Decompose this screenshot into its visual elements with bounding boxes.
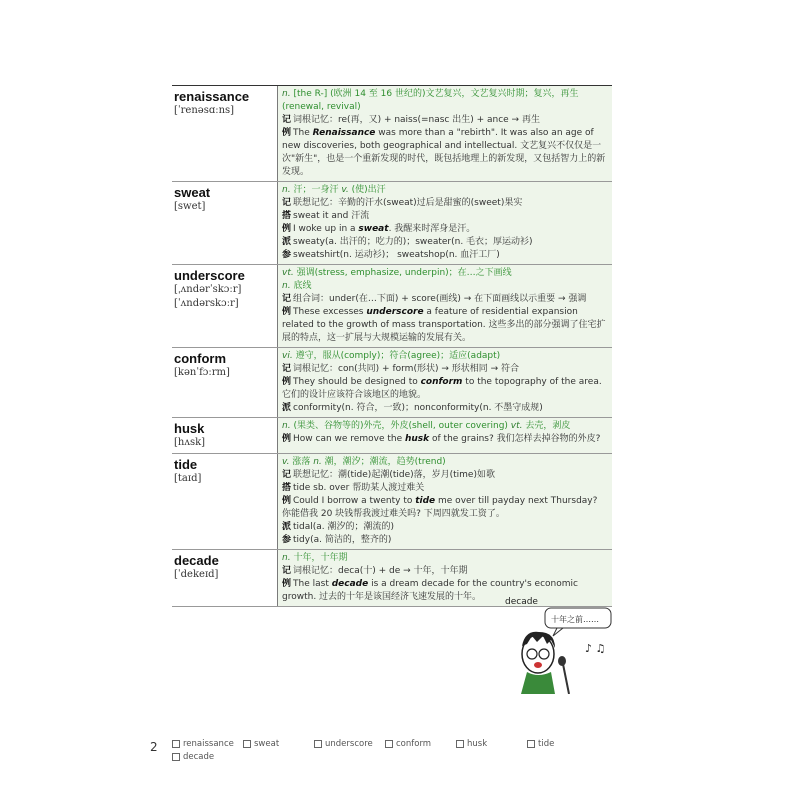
entry-conform [172,348,612,418]
meaning: 汗；一身汗 [293,185,342,195]
line-text: tidy(a. 简洁的，整齐的) [293,535,392,545]
checkbox-icon[interactable] [172,740,180,748]
example-text: of the grains? 我们怎样去掉谷物的外皮? [429,434,601,444]
definition-line [282,552,608,565]
definition-line [282,197,608,210]
entry-sweat [172,182,612,265]
line-tag: 搭 [282,211,292,221]
definition-line [282,402,608,415]
example-text: The last [293,579,332,589]
part-of-speech: v. [282,457,290,467]
checklist-item[interactable] [172,738,243,751]
line-tag: 例 [282,579,292,589]
line-tag: 派 [282,237,292,247]
line-text: sweat it and 汗流 [293,211,370,221]
checklist-label: conform [396,739,432,749]
checklist-item[interactable] [385,738,456,751]
definition-cell [277,418,612,453]
line-tag: 记 [282,470,292,480]
meaning: 十年，十年期 [293,553,348,563]
headword: underscore [174,268,245,283]
speech-bubble-tail [553,628,563,636]
line-tag: 例 [282,434,292,444]
headword: tide [174,457,198,472]
part-of-speech: vt. [510,421,523,431]
checklist-label: underscore [325,739,373,749]
checklist-item[interactable] [314,738,385,751]
line-text: tidal(a. 潮汐的；潮流的) [293,522,395,532]
meaning: 去壳，剥皮 [525,421,571,431]
microphone-stand [563,664,569,694]
meaning: [the R-] (欧洲 14 至 16 世纪的)文艺复兴，文艺复兴时期；复兴，再生 (renewal, revival) [282,89,579,112]
line-tag: 记 [282,566,292,576]
example-keyword: tide [415,496,436,506]
definition-line [282,88,608,114]
definition-line [282,210,608,223]
headword-cell [172,454,277,549]
checkbox-icon[interactable] [385,740,393,748]
definition-cell [277,348,612,417]
definition-cell [277,454,612,549]
page-number: 2 [150,740,158,754]
checklist-label: decade [183,752,215,762]
line-text: sweaty(a. 出汗的；吃力的)；sweater(n. 毛衣；厚运动衫) [293,237,533,247]
cartoon-illustration [505,594,615,694]
meaning: 遵守，服从(comply)；符合(agree)；适应(adapt) [295,351,501,361]
line-text: tide sb. over 帮助某人渡过难关 [293,483,425,493]
definition-cell [277,265,612,347]
line-text: 组合词：under(在…下面) + score(画线) → 在下面画线以示重要 → 强调 [293,294,587,304]
meaning: (果类、谷物等的)外壳，外皮(shell, outer covering) [293,421,511,431]
example-text: Could I borrow a twenty to [293,496,416,506]
line-text: 词根记忆：deca(十) + de → 十年，十年期 [293,566,468,576]
phonetic: [ˌʌndərˈskɔːr] [ˈʌndərskɔːr] [174,284,242,309]
definition-line [282,363,608,376]
line-tag: 参 [282,535,292,545]
headword: renaissance [174,89,250,104]
example-text: The [293,128,313,138]
definition-line [282,350,608,363]
microphone-icon [558,656,566,666]
part-of-speech: n. [282,421,291,431]
cartoon-figure [505,594,615,694]
example-text: is a dream decade for the country's economic growth. 过去的十年是该国经济飞速发展的十年。 [282,579,578,602]
entry-renaissance [172,86,612,182]
music-notes: ♪ ♫ [585,642,606,655]
example-keyword: husk [404,434,430,444]
part-of-speech: vi. [282,351,293,361]
checklist-item[interactable] [527,738,598,751]
definition-line [282,495,608,521]
definition-line [282,456,608,469]
headword-cell [172,348,277,417]
definition-cell [277,86,612,181]
review-checklist [172,738,632,764]
cartoon-word: decade [505,597,538,607]
checklist-label: husk [467,739,488,749]
checklist-item[interactable] [243,738,314,751]
example-text: a feature of residential expansion related to the growth of mass transportation. 这些多出的部分强调了住宅扩展的特点，这一扩展与大规模运输的发展有关。 [282,307,606,343]
part-of-speech: n. [282,281,291,291]
phonetic: [ˈdekeɪd] [174,569,219,580]
example-keyword: sweat [358,224,389,234]
example-text: They should be designed to [293,377,421,387]
line-tag: 派 [282,522,292,532]
definition-line [282,114,608,127]
example-text: These excesses [293,307,367,317]
part-of-speech: v. [341,185,349,195]
checklist-label: renaissance [183,739,234,749]
phonetic: [swet] [174,201,206,212]
phonetic: [ˈrenəsɑːns] [174,105,235,116]
line-tag: 例 [282,224,292,234]
headword-cell [172,182,277,264]
definition-line [282,223,608,236]
headword: decade [174,553,219,568]
headword-cell [172,550,277,606]
checklist-label: sweat [254,739,280,749]
phonetic: [hʌsk] [174,437,206,448]
definition-line [282,306,608,345]
headword-cell [172,265,277,347]
headword: sweat [174,185,211,200]
entry-underscore [172,265,612,348]
line-tag: 例 [282,128,292,138]
meaning: 底线 [293,281,312,291]
line-tag: 记 [282,115,292,125]
line-tag: 例 [282,377,292,387]
headword: conform [174,351,226,366]
entry-tide [172,454,612,550]
definition-line [282,482,608,495]
checkbox-icon[interactable] [456,740,464,748]
line-text: sweatshirt(n. 运动衫)； sweatshop(n. 血汗工厂) [293,250,500,260]
definition-line [282,236,608,249]
part-of-speech: n. [282,553,291,563]
checklist-label: tide [538,739,555,749]
checkbox-icon[interactable] [243,740,251,748]
headword-cell [172,418,277,453]
line-text: conformity(n. 符合，一致)；nonconformity(n. 不墨守成规) [293,403,543,413]
definition-line [282,521,608,534]
line-text: 联想记忆：辛勤的汗水(sweat)过后是甜蜜的(sweet)果实 [293,198,523,208]
headword: husk [174,421,205,436]
definition-line [282,184,608,197]
definition-line [282,267,608,280]
checkbox-icon[interactable] [314,740,322,748]
line-text: 词根记忆：re(再，又) + naiss(=nasc 出生) + ance → 再生 [293,115,540,125]
speech-bubble-text: 十年之前…… [551,615,599,624]
definition-line [282,534,608,547]
example-text: to the topography of the area. 它们的设计应该符合该地区的地貌。 [282,377,602,400]
example-text: I woke up in a [293,224,359,234]
line-text: 词根记忆：con(共同) + form(形状) → 形状相同 → 符合 [293,364,519,374]
entry-husk [172,418,612,454]
line-tag: 搭 [282,483,292,493]
definition-line [282,469,608,482]
example-text: me over till payday next Thursday? 你能借我 20 块钱帮我渡过难关吗? 下周四就发工资了。 [282,496,598,519]
part-of-speech: vt. [282,268,294,278]
meaning: 潮，潮汐；潮流，趋势(trend) [324,457,446,467]
line-tag: 记 [282,294,292,304]
example-keyword: decade [331,579,369,589]
example-keyword: Renaissance [312,128,376,138]
meaning: 涨落 [292,457,314,467]
definition-line [282,127,608,179]
cartoon-mouth [534,662,542,668]
definition-line [282,293,608,306]
definition-line [282,433,608,446]
line-tag: 派 [282,403,292,413]
definition-line [282,420,608,433]
line-tag: 记 [282,198,292,208]
part-of-speech: n. [313,457,322,467]
meaning: 强调(stress, emphasize, underpin)；在…之下画线 [296,268,512,278]
checkbox-icon[interactable] [527,740,535,748]
example-text: was more than a "rebirth". It was also an age of new discoveries, both geographical and intellectual. 文艺复兴不仅仅是一次"新生"，也是一个重新发现的时代，既包括地理上的新发现，又包括智力上的新发现。 [282,128,606,177]
part-of-speech: n. [282,185,291,195]
example-keyword: conform [420,377,463,387]
headword-cell [172,86,277,181]
definition-line [282,280,608,293]
line-tag: 记 [282,364,292,374]
example-text: . 我醒来时浑身是汗。 [388,224,476,234]
line-tag: 例 [282,496,292,506]
phonetic: [taɪd] [174,473,202,484]
checkbox-icon[interactable] [172,753,180,761]
meaning: (使)出汗 [351,185,386,195]
checklist-item[interactable] [456,738,527,751]
cartoon-shirt [521,672,555,694]
line-text: 联想记忆：潮(tide)起潮(tide)落，岁月(time)如歌 [293,470,495,480]
definition-cell [277,182,612,264]
example-keyword: underscore [366,307,424,317]
definition-line [282,565,608,578]
word-list [172,85,612,607]
example-text: How can we remove the [293,434,405,444]
line-tag: 参 [282,250,292,260]
definition-line [282,376,608,402]
line-tag: 例 [282,307,292,317]
phonetic: [kənˈfɔːrm] [174,367,230,378]
checklist-item[interactable] [172,751,243,764]
definition-line [282,249,608,262]
part-of-speech: n. [282,89,291,99]
